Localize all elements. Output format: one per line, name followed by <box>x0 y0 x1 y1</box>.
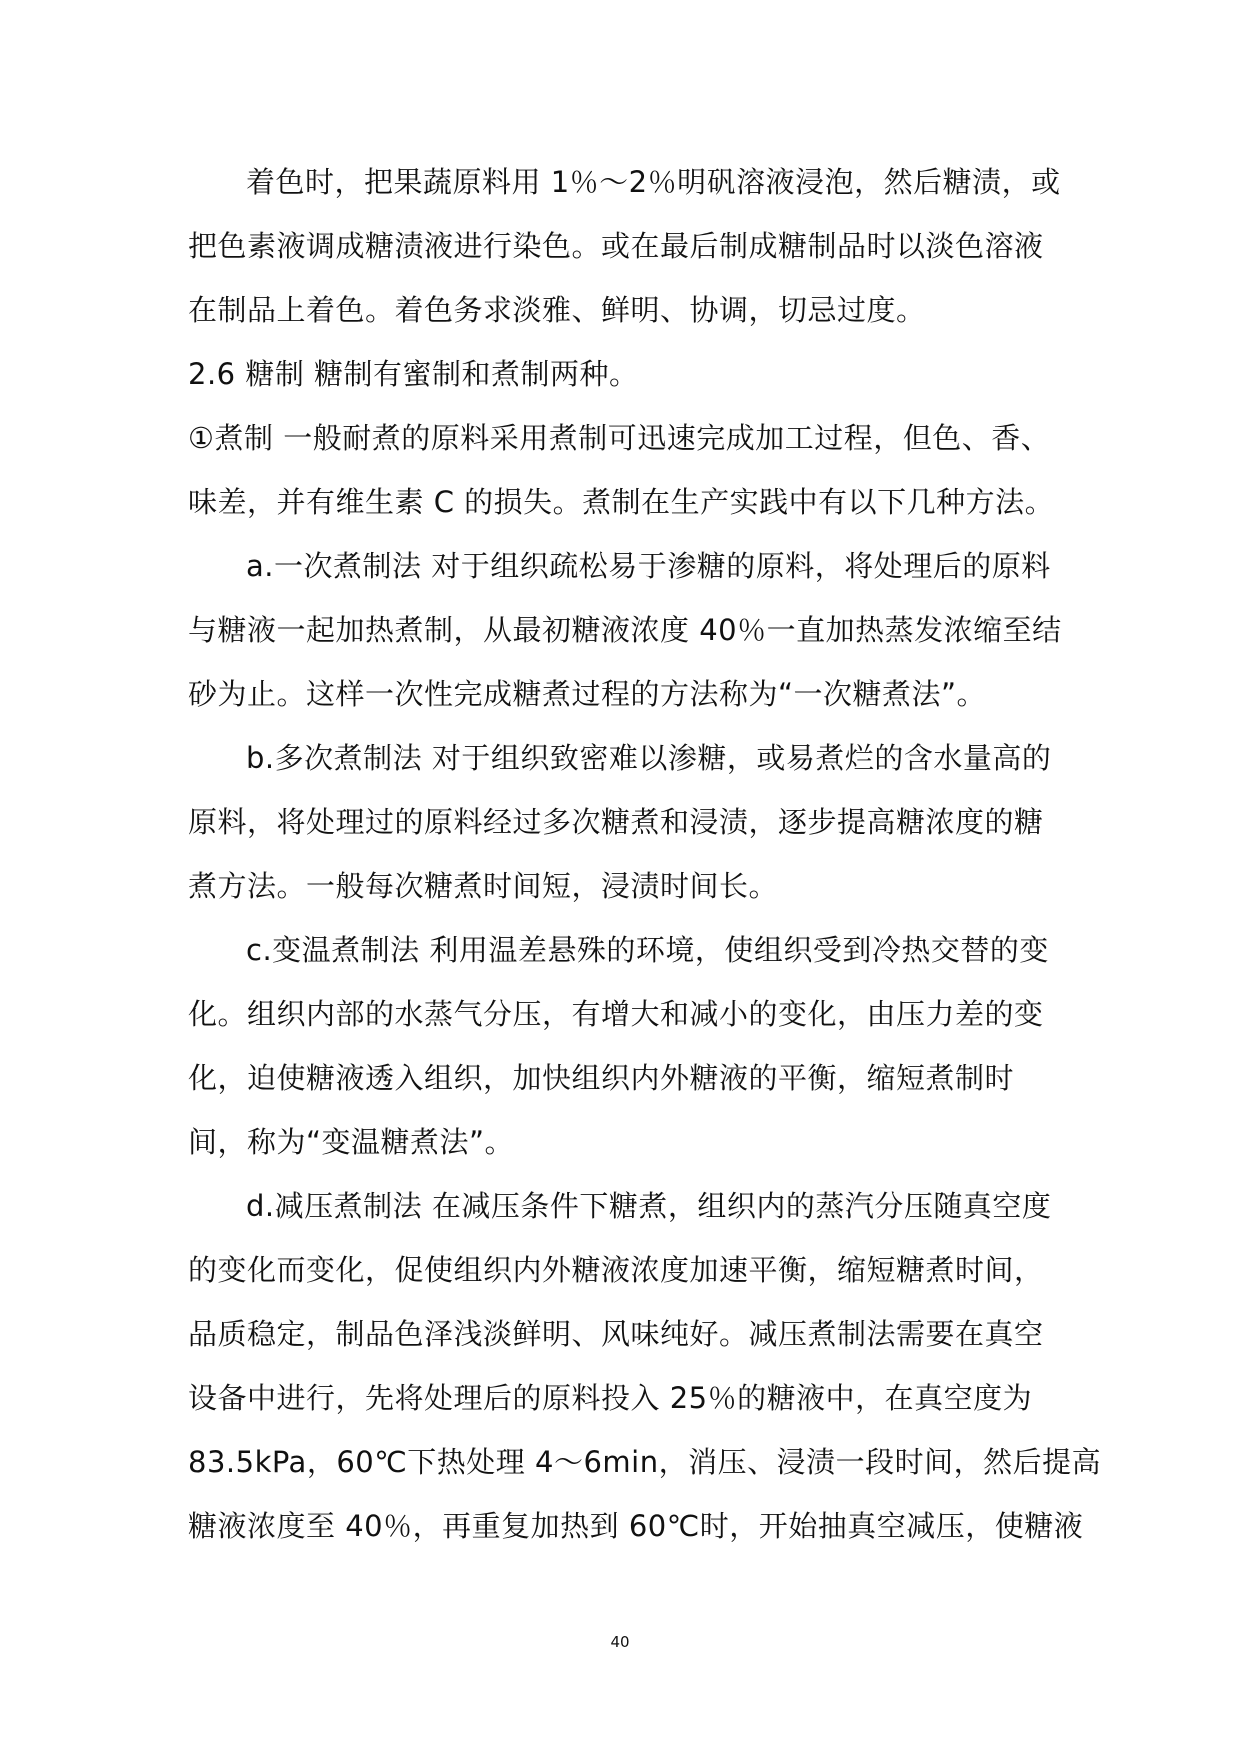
text-line: 味差，并有维生素 C 的损失。煮制在生产实践中有以下几种方法。 <box>188 485 1055 519</box>
section-heading-line: 2.6 糖制 糖制有蜜制和煮制两种。 <box>188 357 639 391</box>
text-line: 与糖液一起加热煮制，从最初糖液浓度 40％一直加热蒸发浓缩至结 <box>188 613 1062 647</box>
text-line: b.多次煮制法 对于组织致密难以渗糖，或易煮烂的含水量高的 <box>246 741 1052 775</box>
text-line: 间，称为“变温糖煮法”。 <box>188 1125 515 1159</box>
page-number: 40 <box>610 1633 630 1651</box>
text-line: 把色素液调成糖渍液进行染色。或在最后制成糖制品时以淡色溶液 <box>188 229 1044 263</box>
text-line: 化。组织内部的水蒸气分压，有增大和减小的变化，由压力差的变 <box>188 997 1044 1031</box>
text-line: 品质稳定，制品色泽浅淡鲜明、风味纯好。减压煮制法需要在真空 <box>188 1317 1044 1351</box>
text-line: 化，迫使糖液透入组织，加快组织内外糖液的平衡，缩短煮制时 <box>188 1061 1015 1095</box>
text-line: 在制品上着色。着色务求淡雅、鲜明、协调，切忌过度。 <box>188 293 926 327</box>
text-line: ①煮制 一般耐煮的原料采用煮制可迅速完成加工过程，但色、香、 <box>188 421 1051 455</box>
text-line: d.减压煮制法 在减压条件下糖煮，组织内的蒸汽分压随真空度 <box>246 1189 1052 1223</box>
text-line: 83.5kPa，60℃下热处理 4～6min，消压、浸渍一段时间，然后提高 <box>188 1445 1102 1479</box>
text-line: 糖液浓度至 40％，再重复加热到 60℃时，开始抽真空减压，使糖液 <box>188 1509 1084 1543</box>
text-line: 原料，将处理过的原料经过多次糖煮和浸渍，逐步提高糖浓度的糖 <box>188 805 1044 839</box>
text-line: 砂为止。这样一次性完成糖煮过程的方法称为“一次糖煮法”。 <box>188 677 987 711</box>
text-line: a.一次煮制法 对于组织疏松易于渗糖的原料，将处理后的原料 <box>246 549 1051 583</box>
text-line: 设备中进行，先将处理后的原料投入 25％的糖液中，在真空度为 <box>188 1381 1033 1415</box>
text-line: 着色时，把果蔬原料用 1％～2％明矾溶液浸泡，然后糖渍，或 <box>246 165 1061 199</box>
text-line: 煮方法。一般每次糖煮时间短，浸渍时间长。 <box>188 869 779 903</box>
text-line: c.变温煮制法 利用温差悬殊的环境，使组织受到冷热交替的变 <box>246 933 1049 967</box>
text-line: 的变化而变化，促使组织内外糖液浓度加速平衡，缩短糖煮时间， <box>188 1253 1044 1287</box>
